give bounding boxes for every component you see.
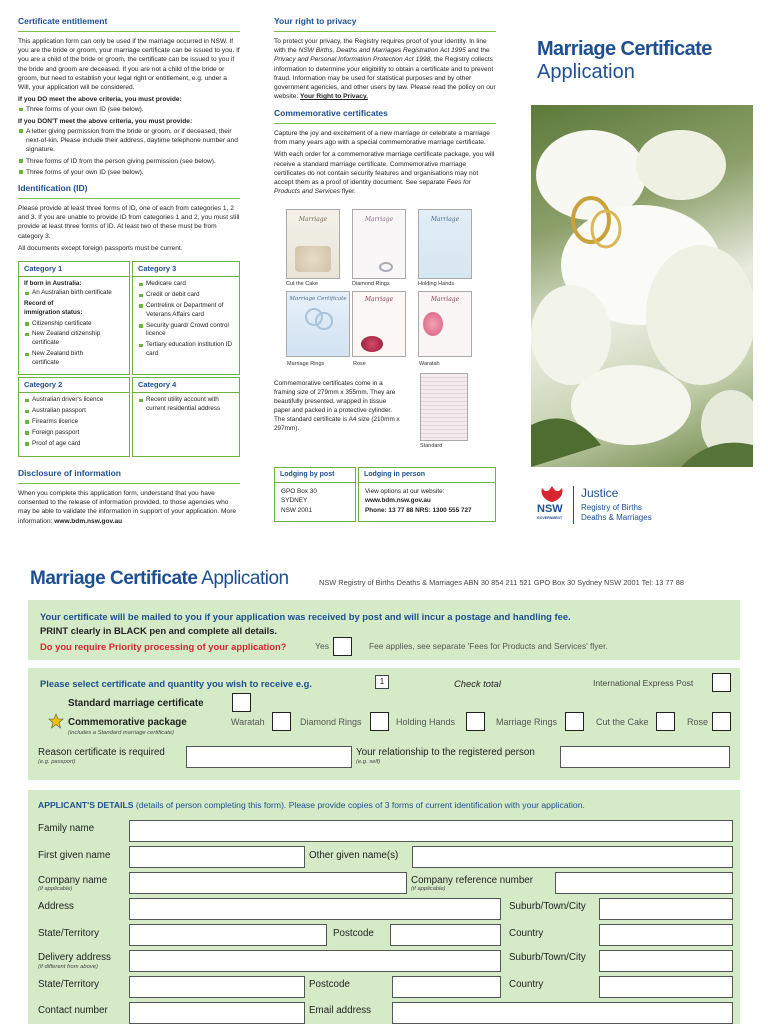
thumb-diamond-rings [352,209,406,279]
option-holding-hands-checkbox[interactable] [466,712,485,731]
option-diamond-rings-checkbox[interactable] [370,712,389,731]
check-total-label: Check total [454,678,501,689]
thumb-cut-the-cake [286,209,340,279]
intl-express-label: International Express Post [593,678,694,688]
option-cut-the-cake-label: Cut the Cake [596,717,649,727]
list-item: Firearms licence [24,418,124,427]
priority-yes-checkbox[interactable] [333,637,352,656]
first-name-label: First given name [38,850,111,861]
lodging-post-line: NSW 2001 [281,507,312,515]
meet-list [18,105,240,114]
caption-waratah: Waratah [419,361,440,367]
justice-text: Justice [581,486,619,500]
reason-example: (e.g. passport) [38,759,76,765]
state-label: State/Territory [38,928,99,939]
category-1-title: Category 1 [19,262,129,277]
address-input[interactable] [129,898,501,920]
priority-yes-label: Yes [315,641,330,651]
entitlement-intro: This application form can only be used if the marriage occurred in NSW. If you are the bride or groom, your marriage certificate can be issued to you. If you are a child of the bride or groom, the certificate can be issued to you if the bride and groom are deceased. If you are not a child of the bride or groom, but need to establish your legal right or entitlement, e.g. under a Will, your application will be considered. [18,37,240,91]
waratah-icon [537,484,567,504]
suburb-2-label: Suburb/Town/City [509,952,586,963]
lodging-person-title: Lodging in person [359,468,495,483]
list-item: New Zealand birth certificate [24,350,94,368]
registry-line-2: Deaths & Marriages [581,513,652,522]
list-item: Security guard/ Crowd control licence [138,322,234,340]
suburb-2-input[interactable] [599,950,733,972]
commemorative-body: With each order for a commemorative marriage certificate package, you will receive a standard marriage certificate. Commemorative marriage certificates do not contain security features and organisations may not accept them as a proof of identity document. See separate [274,151,495,186]
form-title-light: Application [201,568,289,589]
company-name-sub: (if applicable) [38,886,73,892]
lodging-phone: Phone: 13 77 88 NRS: 1300 555 727 [365,507,472,515]
thumb-title: Marriage [298,216,328,223]
fees-flyer-ref: Fees for Products and Services [274,178,471,196]
category-2-box [18,377,130,457]
family-name-input[interactable] [129,820,733,842]
delivery-address-sub: (if different from above) [38,964,98,970]
thumb-title: Marriage Certificate [289,296,347,302]
commemorative-description: Commemorative certificates come in a framing size of 279mm x 355mm. They are beautifully presented, wrapped in tissue paper and packed in a protective cylinder. The standard certificate is A4 size (210mm x 297mm). [274,380,400,432]
star-icon [48,713,64,729]
country-label: Country [509,928,544,939]
applicant-heading-rest: (details of person completing this form). Please provide copies of 3 forms of current identification with your application. [135,800,585,810]
form-address: NSW Registry of Births Deaths & Marriages ABN 30 854 211 521 GPO Box 30 Sydney NSW 2001 Tel: 13 77 88 [319,578,684,587]
state-2-input[interactable] [129,976,305,998]
thumb-title: Marriage [364,216,394,223]
commemorative-text-2 [274,150,496,196]
other-names-label: Other given name(s) [309,850,399,861]
registry-line-1: Registry of Births [581,503,642,512]
disclosure-heading: Disclosure of information [18,468,240,484]
applicant-details-panel [28,790,740,1024]
relationship-example: (e.g. self) [356,759,381,765]
category-3-list [138,280,234,359]
privacy-text-1: To protect your privacy, the Registry requires proof of your identity. In line with the [274,37,487,55]
list-item: A letter giving permission from the bride or groom, or if deceased, their next-of-kin. Please include their address, daytime telephone number and signature. [18,127,240,155]
option-cut-the-cake-checkbox[interactable] [656,712,675,731]
applicant-heading [38,799,585,811]
list-item: New Zealand citizenship certificate [24,330,104,348]
lodging-website-link[interactable]: www.bdm.nsw.gov.au [365,497,431,505]
list-item: Proof of age card [24,440,124,449]
flowers-illustration [531,105,753,467]
category-4-list [138,396,234,414]
list-item: Tertiary education institution ID card [138,341,234,359]
lodging-post-title: Lodging by post [275,468,355,483]
thumb-marriage-rings [286,291,350,357]
postcode-label: Postcode [333,928,374,939]
caption-cut-the-cake: Cut the Cake [286,281,319,287]
postcode-input[interactable] [390,924,501,946]
intl-express-checkbox[interactable] [712,673,731,692]
list-item: Foreign passport [24,429,124,438]
privacy-text [274,37,496,102]
company-ref-label: Company reference number [411,875,533,886]
category-2-title: Category 2 [19,378,129,393]
commemorative-heading: Commemorative certificates [274,108,496,124]
applicant-heading-bold: APPLICANT'S DETAILS [38,800,134,810]
identification-heading: Identification (ID) [18,183,240,199]
other-names-input[interactable] [412,846,733,868]
nsw-text: NSW [537,503,563,515]
category-4-box [132,377,240,457]
family-name-label: Family name [38,823,95,834]
delivery-address-label: Delivery address [38,952,111,963]
notmeet-list [18,127,240,177]
reason-label: Reason certificate is required [38,747,165,758]
form-title-bold: Marriage Certificate [30,568,198,589]
list-item: Citizenship certificate [24,320,124,329]
thumb-title: Marriage [364,296,394,303]
thumb-rose [352,291,406,357]
relationship-label: Your relationship to the registered person [356,747,535,758]
form-title [30,566,289,593]
email-input[interactable] [392,1002,733,1024]
privacy-act-2: Privacy and Personal Information Protection Act 1998, [274,56,433,64]
identification-section [18,183,240,256]
suburb-input[interactable] [599,898,733,920]
company-ref-sub: (if applicable) [411,886,446,892]
caption-standard: Standard [420,443,443,449]
mailed-notice: Your certificate will be mailed to you if your application was received by post and will incur a postage and handling fee. [40,611,571,622]
lodging-by-post [274,467,356,522]
example-box: 1 [375,675,389,689]
caption-marriage-rings: Marriage Rings [287,361,325,367]
lodging-post-line: SYDNEY [281,497,308,505]
standard-certificate-label: Standard marriage certificate [68,698,204,709]
option-holding-hands-label: Holding Hands [396,717,456,727]
company-name-label: Company name [38,875,108,886]
entitlement-section [18,16,240,179]
immigration-list [24,320,124,368]
postcode-2-label: Postcode [309,979,350,990]
lodging-person-body [359,483,495,520]
privacy-text-3: the Registry collects information to determine your eligibility to obtain a certificate and to prevent fraud. Information may be used for statistical purposes and by other government agencies, and other users by law. Please read the policy on our website: [274,56,496,101]
list-item: Centrelink or Department of Veterans Affairs card [138,302,234,320]
lodging-in-person [358,467,496,522]
disclosure-body: When you complete this application form, understand that you have consented to the release of information provided, to those agencies who may be able to validate the information in support of your application. More information: [18,489,237,525]
state-input[interactable] [129,924,327,946]
lodging-person-line: View options at our website: [365,487,445,495]
cover-title [537,38,757,83]
notmeet-label: If you DON'T meet the above criteria, you must provide: [18,117,193,125]
government-text: GOVERNMENT [537,516,563,520]
country-2-label: Country [509,979,544,990]
caption-diamond-rings: Diamond Rings [352,281,390,287]
option-rose-label: Rose [687,717,709,727]
priority-question: Do you require Priority processing of your application? [40,641,287,652]
thumb-holding-hands [418,209,472,279]
identification-text: Please provide at least three forms of ID, one of each from categories 1, 2 and 3. If you are unable to provide ID from categories 1 and 2, you must still provide at least three forms of ID. At least two of these must be from category 3. [18,204,240,240]
list-item: Credit or debit card [138,291,234,300]
commemorative-flyer: flyer. [341,188,356,196]
company-name-input[interactable] [129,872,407,894]
country-input[interactable] [599,924,733,946]
born-label: If born in Australia: [24,280,82,288]
category-3-title: Category 3 [133,262,239,277]
thumb-title: Marriage [430,216,460,223]
list-item: Medicare card [138,280,234,289]
list-item: Three forms of your own ID (see below). [18,105,240,114]
entitlement-heading: Certificate entitlement [18,16,240,32]
thumb-standard [420,373,468,441]
list-item: Australian driver's licence [24,396,124,405]
contact-number-input[interactable] [129,1002,305,1024]
state-2-label: State/Territory [38,979,99,990]
standard-certificate-checkbox[interactable] [232,693,251,712]
privacy-section [274,16,496,104]
commemorative-package-label: Commemorative package [68,717,187,728]
cover-title-light: Application [537,61,635,83]
country-2-input[interactable] [599,976,733,998]
first-name-input[interactable] [129,846,305,868]
print-notice: PRINT clearly in BLACK pen and complete all details. [40,625,278,636]
category-3-box [132,261,240,375]
option-marriage-rings-label: Marriage Rings [496,717,558,727]
relationship-input[interactable] [560,746,730,768]
postcode-2-input[interactable] [392,976,501,998]
list-item: An Australian birth certificate [24,289,124,298]
disclosure-link[interactable]: www.bdm.nsw.gov.au [54,517,123,525]
option-rose-checkbox[interactable] [712,712,731,731]
privacy-text-2: and the [467,47,490,55]
option-diamond-rings-label: Diamond Rings [300,717,362,727]
category-1-box [18,261,130,375]
lodging-post-body [275,483,355,520]
record-label: Record of [24,299,54,307]
suburb-label: Suburb/Town/City [509,901,586,912]
priority-panel [28,600,740,660]
caption-rose: Rose [353,361,366,367]
priority-fee-note: Fee applies, see separate 'Fees for Products and Services' flyer. [369,641,608,651]
born-list [24,289,124,298]
caption-holding-hands: Holding Hands [418,281,455,287]
reason-input[interactable] [186,746,352,768]
category-4-title: Category 4 [133,378,239,393]
thumb-title: Marriage [430,296,460,303]
commemorative-section [274,108,496,199]
privacy-heading: Your right to privacy [274,16,496,32]
option-waratah-checkbox[interactable] [272,712,291,731]
commemorative-text-1: Capture the joy and excitement of a new marriage or celebrate a marriage from many years ago with a special commemorative marriage certificate. [274,129,490,147]
option-waratah-label: Waratah [231,717,265,727]
lodging-post-line: GPO Box 30 [281,487,317,495]
disclosure-text [18,489,240,526]
meet-label: If you DO meet the above criteria, you must provide: [18,96,182,104]
delivery-address-input[interactable] [129,950,501,972]
privacy-policy-link[interactable]: Your Right to Privacy. [300,93,368,101]
commemorative-includes: (includes a Standard marriage certificate) [68,730,175,736]
select-heading: Please select certificate and quantity you wish to receive e.g. [40,678,312,689]
certificate-selection-panel [28,668,740,780]
contact-number-label: Contact number [38,1005,108,1016]
privacy-act-1: NSW Births, Deaths and Marriages Registration Act 1995 [298,47,466,55]
cover-title-bold: Marriage Certificate [537,38,712,60]
option-marriage-rings-checkbox[interactable] [565,712,584,731]
address-label: Address [38,901,74,912]
list-item: Three forms of your own ID (see below). [18,168,240,177]
email-label: Email address [309,1005,372,1016]
category-2-list [24,396,124,448]
company-ref-input[interactable] [555,872,733,894]
cover-flowers-image [531,105,753,467]
list-item: Recent utility account with current residential address [138,396,234,414]
identification-text-2: All documents except foreign passports must be current. [18,244,183,252]
list-item: Three forms of ID from the person giving permission (see below). [18,157,240,166]
thumb-waratah [418,291,472,357]
nsw-logo [537,484,757,528]
list-item: Australian passport [24,407,124,416]
disclosure-section [18,468,240,529]
immigration-label: immigration status: [24,308,83,316]
